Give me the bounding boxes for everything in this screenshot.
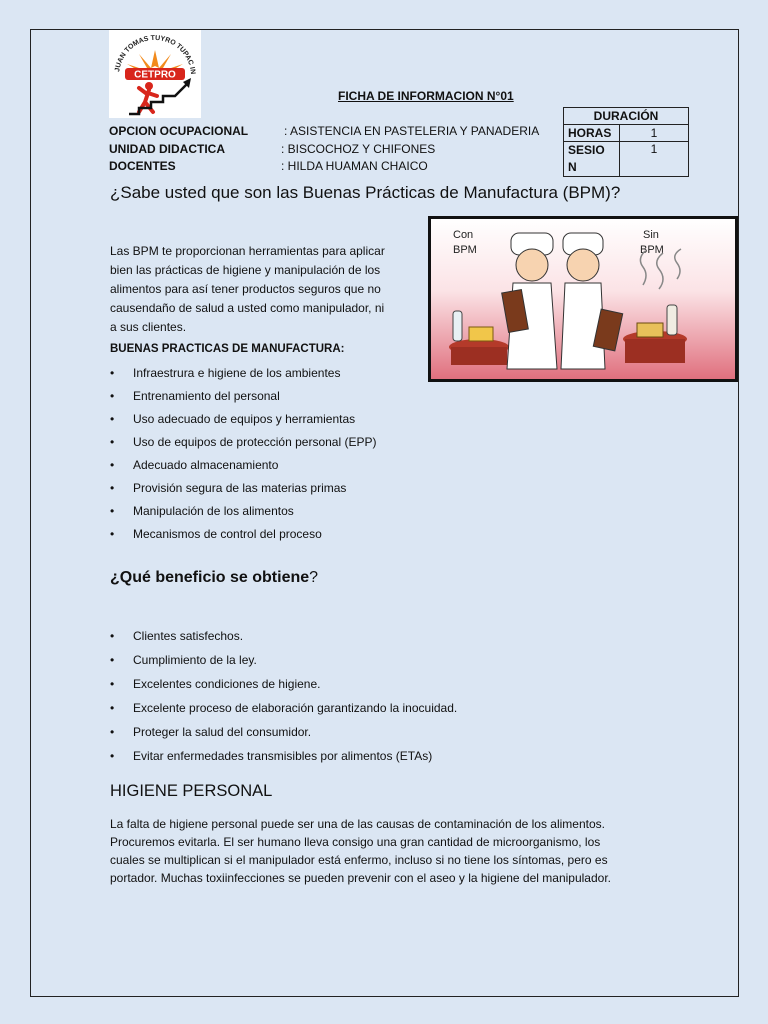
duration-value: 1 bbox=[620, 125, 689, 142]
bpm-illustration bbox=[428, 216, 738, 382]
benefits-heading-mark: ? bbox=[309, 569, 319, 586]
list-item: • Excelentes condiciones de higiene. bbox=[110, 677, 457, 701]
list-item: • Cumplimiento de la ley. bbox=[110, 653, 457, 677]
illus-label-bpm-2: BPM bbox=[640, 244, 664, 256]
logo-arc-text: JUAN TOMAS TUYRO TUPAC IN bbox=[114, 34, 197, 75]
logo-name: CETPRO bbox=[134, 69, 176, 81]
duration-value: 1 bbox=[620, 142, 689, 177]
paragraph-line: a sus clientes. bbox=[110, 320, 187, 334]
paragraph-line: alimentos para así tener productos seguros que no bbox=[110, 282, 381, 296]
paragraph-line: La falta de higiene personal puede ser una de las causas de contaminación de los alimentos. bbox=[110, 817, 605, 831]
duration-label: HORAS bbox=[564, 125, 620, 142]
paragraph-line: portador. Muchas toxiinfecciones se pueden prevenir con el aseo y la higiene del manipulador. bbox=[110, 871, 611, 885]
illus-label-sin: Sin bbox=[643, 229, 659, 241]
illus-label-con: Con bbox=[453, 229, 474, 241]
bpm-subheading: BUENAS PRACTICAS DE MANUFACTURA: bbox=[110, 343, 345, 355]
info-label: OPCION OCUPACIONAL bbox=[109, 124, 249, 138]
list-item: • Infraestrura e higiene de los ambientes bbox=[110, 366, 376, 389]
list-item: • Mecanismos de control del proceso bbox=[110, 527, 376, 550]
paragraph-line: cuales se multiplican si el manipulador está enfermo, incluso si no tiene los síntomas, pero es bbox=[110, 853, 608, 867]
duration-table bbox=[563, 107, 689, 177]
duration-label: SESIO N bbox=[564, 142, 620, 177]
list-item: • Uso adecuado de equipos y herramientas bbox=[110, 412, 376, 435]
info-label: UNIDAD DIDACTICA bbox=[109, 142, 225, 156]
info-label: DOCENTES bbox=[109, 159, 176, 173]
paragraph-line: bien las prácticas de higiene y manipulación de los bbox=[110, 263, 381, 277]
bpm-practices-list bbox=[110, 366, 376, 550]
personal-hygiene-heading: HIGIENE PERSONAL bbox=[110, 782, 273, 800]
benefits-heading-text: ¿Qué beneficio se obtiene bbox=[110, 569, 310, 586]
duration-header: DURACIÓN bbox=[564, 108, 689, 125]
list-item: • Manipulación de los alimentos bbox=[110, 504, 376, 527]
paragraph-line: Las BPM te proporcionan herramientas para aplicar bbox=[110, 244, 385, 258]
list-item: • Entrenamiento del personal bbox=[110, 389, 376, 412]
list-item: • Clientes satisfechos. bbox=[110, 629, 457, 653]
personal-hygiene-paragraph bbox=[110, 815, 611, 887]
paragraph-line: Procuremos evitarla. El ser humano lleva consigo una gran cantidad de microorganismo, los bbox=[110, 835, 601, 849]
info-value: : HILDA HUAMAN CHAICO bbox=[281, 159, 428, 173]
list-item: • Adecuado almacenamiento bbox=[110, 458, 376, 481]
list-item: • Evitar enfermedades transmisibles por alimentos (ETAs) bbox=[110, 749, 457, 773]
list-item: • Provisión segura de las materias primas bbox=[110, 481, 376, 504]
svg-text:JUAN TOMAS TUYRO TUPAC INCA bbox=[109, 30, 196, 75]
benefits-heading bbox=[110, 569, 318, 587]
bpm-intro-paragraph bbox=[110, 242, 385, 337]
illus-label-bpm: BPM bbox=[453, 244, 477, 256]
cetpro-logo bbox=[109, 30, 201, 118]
list-item: • Excelente proceso de elaboración garantizando la inocuidad. bbox=[110, 701, 457, 725]
bpm-question-heading: ¿Sabe usted que son las Buenas Prácticas de Manufactura (BPM)? bbox=[110, 183, 621, 202]
benefits-list bbox=[110, 629, 457, 773]
info-value: : ASISTENCIA EN PASTELERIA Y PANADERIA bbox=[284, 124, 540, 138]
info-value: : BISCOCHOZ Y CHIFONES bbox=[281, 142, 436, 156]
document-title: FICHA DE INFORMACION N°01 bbox=[338, 89, 514, 103]
paragraph-line: causendaño de salud a usted como manipulador, ni bbox=[110, 301, 385, 315]
list-item: • Uso de equipos de protección personal (EPP) bbox=[110, 435, 376, 458]
list-item: • Proteger la salud del consumidor. bbox=[110, 725, 457, 749]
